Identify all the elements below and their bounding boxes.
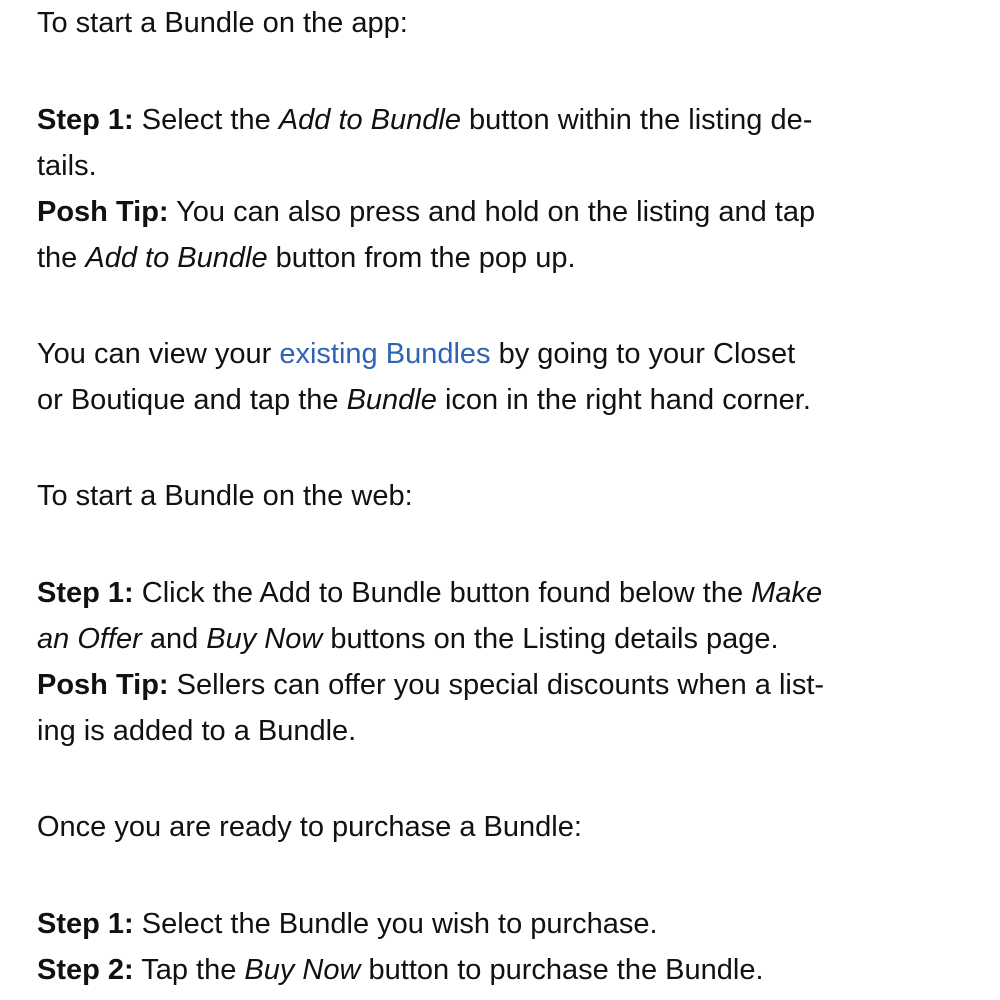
tip-label: Posh Tip:: [37, 669, 169, 701]
step-text: Click the Add to Bundle button found below the: [133, 577, 752, 609]
step-text: Select the Bundle you wish to purchase.: [133, 908, 658, 940]
make-offer-term: Make: [751, 577, 823, 609]
app-intro-text: To start a Bundle on the app:: [37, 7, 408, 39]
tip-text: the: [37, 242, 86, 274]
web-intro: [37, 473, 413, 519]
step-text: and: [141, 623, 207, 655]
app-tip-line2: [37, 235, 576, 281]
app-step1-line1: [37, 97, 812, 143]
purchase-intro-text: Once you are ready to purchase a Bundle:: [37, 811, 582, 843]
step-text: tails.: [37, 150, 97, 182]
tip-label: Posh Tip:: [37, 196, 169, 228]
make-offer-term: an Offer: [37, 623, 142, 655]
tip-text: You can also press and hold on the listing and tap: [168, 196, 816, 228]
web-tip-line2: [37, 708, 356, 754]
view-text: icon in the right hand corner.: [436, 384, 811, 416]
step-label: Step 2:: [37, 954, 134, 986]
web-intro-text: To start a Bundle on the web:: [37, 480, 413, 512]
existing-bundles-link[interactable]: existing Bundles: [279, 338, 491, 370]
step-text: Select the: [133, 104, 279, 136]
view-text: by going to your Closet: [490, 338, 796, 370]
buy-now-term: Buy Now: [206, 623, 323, 655]
purchase-step2: [37, 947, 764, 993]
app-intro: [37, 0, 408, 46]
view-line1: [37, 331, 795, 377]
web-step1-line1: [37, 570, 822, 616]
add-to-bundle-term: Add to Bundle: [85, 242, 268, 274]
bundle-term: Bundle: [346, 384, 437, 416]
purchase-intro: [37, 804, 582, 850]
purchase-step1: [37, 901, 658, 947]
web-tip-line1: [37, 662, 824, 708]
view-line2: [37, 377, 811, 423]
view-text: You can view your: [37, 338, 280, 370]
app-tip-line1: [37, 189, 815, 235]
web-step1-line2: [37, 616, 779, 662]
app-step1-line2: [37, 143, 97, 189]
add-to-bundle-term: Add to Bundle: [278, 104, 461, 136]
tip-text: ing is added to a Bundle.: [37, 715, 357, 747]
step-label: Step 1:: [37, 908, 134, 940]
tip-text: button from the pop up.: [267, 242, 576, 274]
step-text: button within the listing de-: [460, 104, 813, 136]
step-text: buttons on the Listing details page.: [322, 623, 779, 655]
view-text: or Boutique and tap the: [37, 384, 347, 416]
step-text: Tap the: [133, 954, 245, 986]
buy-now-term: Buy Now: [244, 954, 361, 986]
step-label: Step 1:: [37, 577, 134, 609]
step-label: Step 1:: [37, 104, 134, 136]
tip-text: Sellers can offer you special discounts when a list-: [168, 669, 825, 701]
step-text: button to purchase the Bundle.: [360, 954, 764, 986]
